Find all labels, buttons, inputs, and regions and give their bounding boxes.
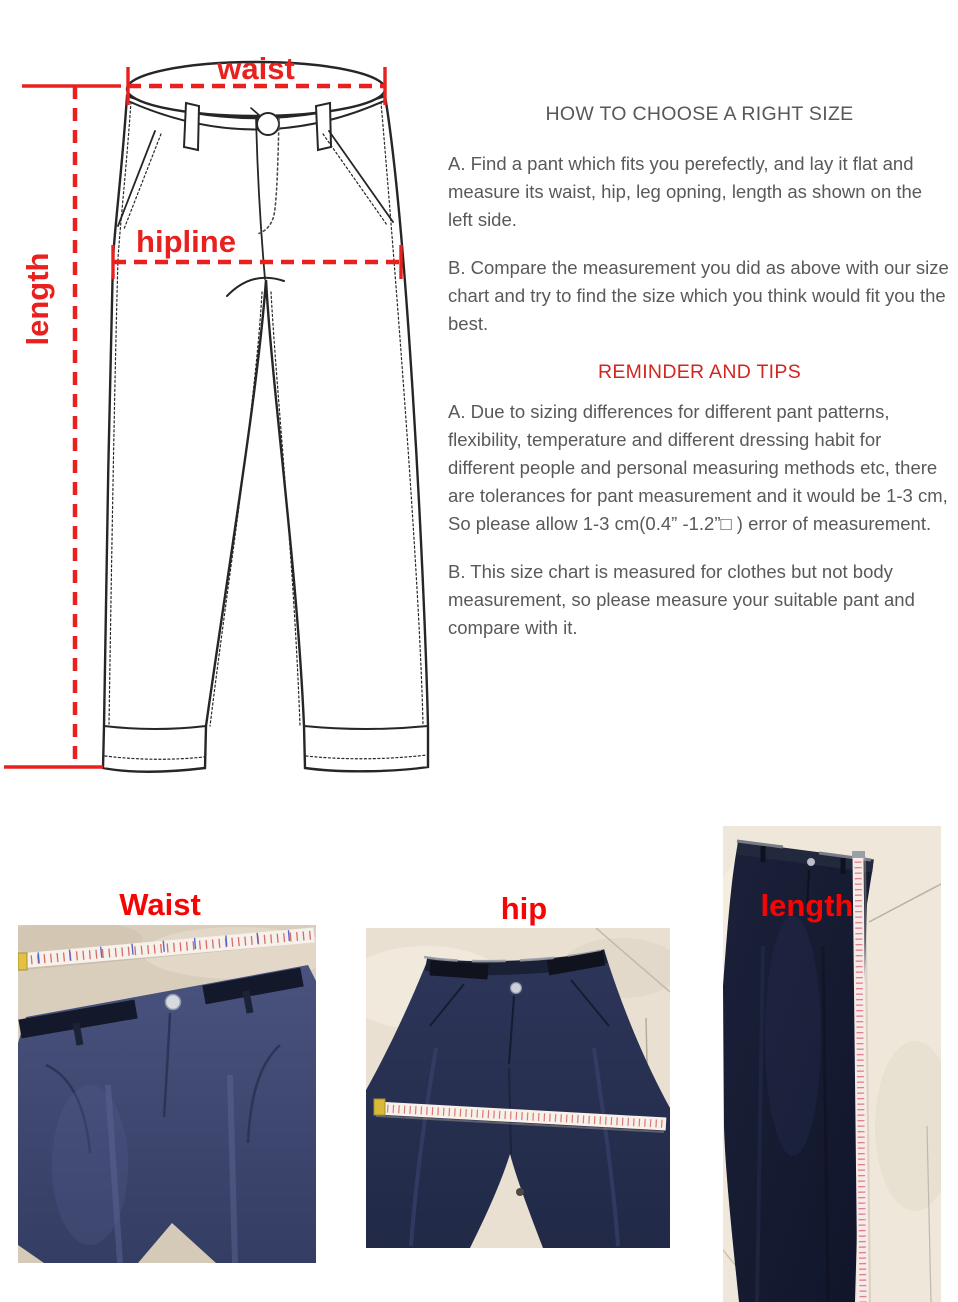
hip-measurement-photo — [366, 928, 670, 1248]
button — [257, 113, 279, 135]
length-photo-label: length — [760, 888, 854, 923]
guide-step-a: A. Find a pant which fits you perefectly, and lay it flat and measure its waist, hip, leg opning, length as shown on the left side. — [448, 153, 923, 230]
belt-loop-mark-right — [246, 991, 250, 1013]
reminder-tips-title: REMINDER AND TIPS — [597, 361, 802, 383]
tape-start-tab — [18, 953, 27, 970]
pants-button — [807, 858, 815, 866]
hip-photo-svg — [366, 928, 670, 1248]
waist-photo-svg — [18, 925, 316, 1263]
fabric-sheen — [52, 1085, 128, 1245]
pants-sketch-svg — [0, 0, 445, 790]
fabric-sheen — [765, 916, 821, 1156]
reminder-tip-a: A. Due to sizing differences for different pant patterns, flexibility, temperature and different dressing habit for different people and personal measuring methods etc, there are tolerances for pant measurement and it would be 1-3 cm, So please allow 1-3 cm(0.4” -1.2”□ ) error of measurement. — [448, 401, 948, 534]
reminder-tip-b: B. This size chart is measured for clothes but not body measurement, so please measure your suitable pant and compare with it. — [448, 561, 915, 638]
tape-start-tab — [374, 1099, 385, 1115]
length-annotation-label: length — [20, 252, 55, 346]
floor-spot — [516, 1188, 524, 1196]
size-guide-text — [448, 100, 951, 662]
pants-measurement-diagram — [0, 0, 445, 790]
hipline-annotation-label: hipline — [136, 224, 236, 259]
belt-loop-left — [184, 103, 199, 150]
pants-silhouette — [103, 96, 428, 772]
waist-photo-label: Waist — [119, 887, 201, 922]
waist-annotation-label: waist — [217, 51, 295, 86]
tape-metal-tip — [852, 851, 865, 858]
belt-loop-mark-left — [76, 1023, 80, 1045]
waistband-black-left — [430, 968, 488, 972]
waistband-black-right — [548, 958, 604, 968]
pants-line-drawing — [103, 62, 428, 772]
pants-button — [511, 983, 522, 994]
guide-title: HOW TO CHOOSE A RIGHT SIZE — [545, 103, 854, 125]
waist-measurement-photo — [18, 925, 316, 1263]
guide-step-b: B. Compare the measurement you did as above with our size chart and try to find the size which you think would fit you the best. — [448, 257, 949, 334]
hip-photo-label: hip — [500, 891, 548, 926]
pants-button — [166, 995, 181, 1010]
